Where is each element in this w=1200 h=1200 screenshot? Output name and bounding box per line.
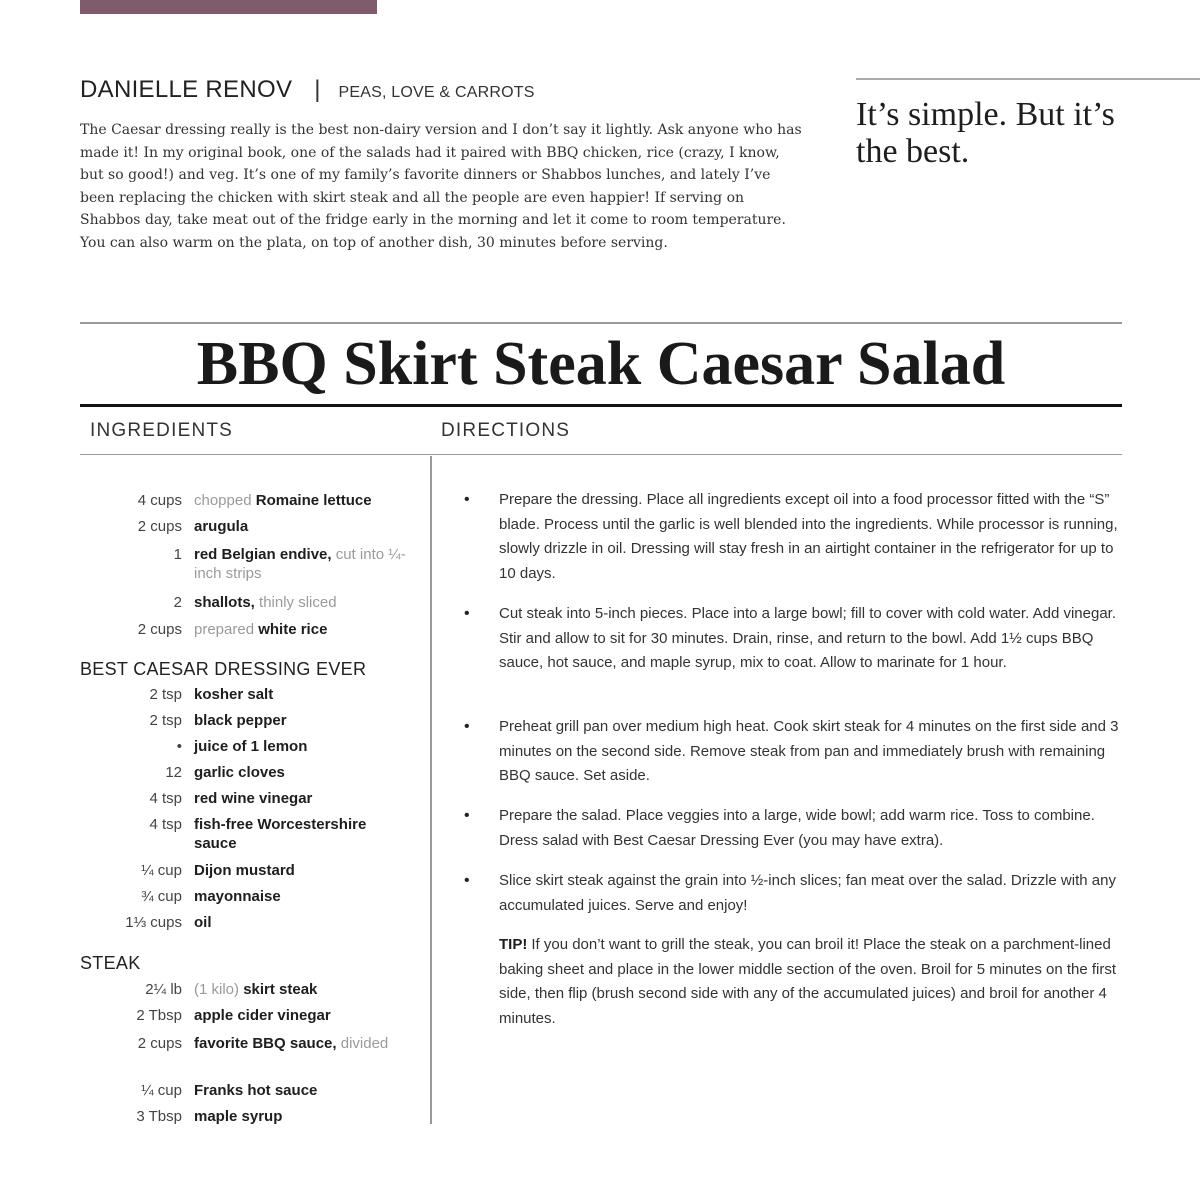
ingredient-name: maple syrup bbox=[194, 1108, 283, 1125]
ingredient-quantity: ¾ cup bbox=[141, 888, 182, 905]
ingredient-text bbox=[194, 980, 410, 999]
top-accent-bar bbox=[80, 0, 377, 14]
ingredient-text bbox=[194, 815, 410, 853]
ingredient-name: Franks hot sauce bbox=[194, 1082, 318, 1099]
ingredient-name: white rice bbox=[258, 621, 328, 638]
ingredient-text bbox=[194, 887, 410, 906]
title-rule-bottom bbox=[80, 404, 1122, 407]
ingredient-name: shallots, bbox=[194, 594, 255, 611]
tip-text: If you don’t want to grill the steak, you can broil it! Place the steak on a parchment-lined baking sheet and place in the lower middle section of the oven. Broil for 5 minutes on the first side, then flip (brush second side with any of the accumulated juices) and broil for another 4 minutes. bbox=[499, 936, 1117, 1027]
bullet-icon: • bbox=[464, 605, 470, 622]
ingredient-text bbox=[194, 711, 410, 730]
dressing-heading: BEST CAESAR DRESSING EVER bbox=[80, 659, 367, 679]
title-rule-top bbox=[80, 322, 1122, 324]
ingredient-quantity: 12 bbox=[165, 764, 182, 781]
ingredient-name: skirt steak bbox=[243, 981, 318, 998]
ingredient-text bbox=[194, 861, 410, 880]
ingredient-quantity: 2 tsp bbox=[149, 686, 182, 703]
ingredient-name: kosher salt bbox=[194, 686, 274, 703]
ingredient-quantity: • bbox=[176, 738, 182, 755]
direction-text: Prepare the salad. Place veggies into a large, wide bowl; add warm rice. Toss to combine. Dress salad with Best Caesar Dressing Ever (you may have extra). bbox=[499, 807, 1095, 849]
ingredient-quantity: ¼ cup bbox=[141, 1082, 182, 1099]
ingredient-prefix: chopped bbox=[194, 492, 256, 509]
ingredient-text bbox=[194, 685, 410, 704]
quote-rule bbox=[856, 78, 1200, 80]
intro-paragraph: The Caesar dressing really is the best non-dairy version and I don’t say it lightly. Ask anyone who has made it! In my original book, one of the salads had it paired with BBQ chicken, rice (crazy, I know, but so good!) and veg. It’s one of my family’s favorite dinners or Shabbos lunches, and lately I’ve been replacing the chicken with skirt steak and all the people are even happier! If serving on Shabbos day, take meat out of the fridge early in the morning and let it come to room temperature. You can also warm on the plata, on top of another dish, 30 minutes before serving. bbox=[80, 122, 802, 251]
ingredient-note: divided bbox=[336, 1035, 389, 1052]
ingredient-text bbox=[194, 1006, 410, 1025]
ingredient-quantity: 4 cups bbox=[137, 492, 182, 509]
ingredient-quantity: 4 tsp bbox=[149, 790, 182, 807]
ingredient-name: garlic cloves bbox=[194, 764, 285, 781]
ingredient-name: fish-free Worcestershire sauce bbox=[194, 816, 367, 852]
ingredient-quantity: 2 cups bbox=[137, 518, 182, 535]
ingredient-quantity: 3 Tbsp bbox=[136, 1108, 182, 1125]
ingredient-name: juice of 1 lemon bbox=[194, 738, 308, 755]
ingredient-name: mayonnaise bbox=[194, 888, 281, 905]
ingredient-text bbox=[194, 1081, 410, 1100]
ingredient-quantity: 2 bbox=[173, 594, 182, 611]
ingredient-quantity: 2¼ lb bbox=[145, 981, 182, 998]
bullet-icon: • bbox=[464, 491, 470, 508]
directions-heading: DIRECTIONS bbox=[441, 420, 571, 441]
byline bbox=[80, 76, 535, 106]
section-heading-rule bbox=[80, 454, 1122, 455]
author-name: DANIELLE RENOV bbox=[80, 76, 293, 103]
ingredient-text bbox=[194, 545, 410, 583]
ingredient-text bbox=[194, 491, 410, 510]
recipe-title: BBQ Skirt Steak Caesar Salad bbox=[196, 330, 1006, 398]
ingredient-prefix: prepared bbox=[194, 621, 259, 638]
ingredient-text bbox=[194, 620, 410, 639]
direction-text: Slice skirt steak against the grain into ½-inch slices; fan meat over the salad. Drizzle with any accumulated juices. Serve and enjoy! bbox=[499, 872, 1116, 914]
ingredient-name: apple cider vinegar bbox=[194, 1007, 331, 1024]
ingredients-heading: INGREDIENTS bbox=[90, 420, 234, 441]
ingredient-text bbox=[194, 913, 410, 932]
byline-separator: | bbox=[314, 76, 321, 103]
ingredient-name: black pepper bbox=[194, 712, 287, 729]
ingredient-name: Romaine lettuce bbox=[255, 492, 372, 509]
direction-text: Cut steak into 5-inch pieces. Place into a large bowl; fill to cover with cold water. Add vinegar. Stir and allow to sit for 30 minutes. Drain, rinse, and return to the bowl. Add 1½ cups BBQ sauce, hot sauce, and maple syrup, mix to coat. Allow to marinate for 1 hour. bbox=[499, 605, 1116, 671]
ingredient-note: thinly sliced bbox=[254, 594, 337, 611]
tip-label: TIP! bbox=[499, 936, 528, 953]
ingredient-text bbox=[194, 593, 410, 612]
ingredient-quantity: 1 bbox=[173, 546, 182, 563]
ingredient-quantity: 2 cups bbox=[137, 621, 182, 638]
ingredient-quantity: 2 Tbsp bbox=[136, 1007, 182, 1024]
bullet-icon: • bbox=[464, 872, 470, 889]
ingredient-name: favorite BBQ sauce, bbox=[194, 1035, 337, 1052]
pull-quote: It’s simple. But it’s the best. bbox=[856, 96, 1115, 170]
ingredient-quantity: 1⅓ cups bbox=[125, 914, 182, 931]
ingredient-quantity: 4 tsp bbox=[149, 816, 182, 833]
ingredient-quantity: 2 cups bbox=[137, 1035, 182, 1052]
ingredient-text bbox=[194, 517, 410, 536]
steak-heading: STEAK bbox=[80, 953, 141, 973]
column-divider bbox=[430, 456, 432, 1124]
ingredient-name: arugula bbox=[194, 518, 249, 535]
ingredient-text bbox=[194, 763, 410, 782]
ingredient-note: cut into ¼-inch strips bbox=[194, 546, 406, 582]
ingredient-text bbox=[194, 737, 410, 756]
bullet-icon: • bbox=[464, 807, 470, 824]
ingredient-text bbox=[194, 1034, 410, 1053]
direction-text: Prepare the dressing. Place all ingredients except oil into a food processor fitted with the “S” blade. Process until the garlic is well blended into the ingredients. While processor is running, slowly drizzle in oil. Dressing will stay fresh in an airtight container in the refrigerator for up to 10 days. bbox=[499, 491, 1118, 582]
ingredient-name: oil bbox=[194, 914, 212, 931]
bullet-icon: • bbox=[464, 718, 470, 735]
ingredient-quantity: ¼ cup bbox=[141, 862, 182, 879]
ingredient-prefix: (1 kilo) bbox=[194, 981, 244, 998]
ingredient-name: red wine vinegar bbox=[194, 790, 313, 807]
ingredient-name: red Belgian endive, bbox=[194, 546, 332, 563]
ingredient-text bbox=[194, 1107, 410, 1126]
tip-box bbox=[499, 933, 1124, 1031]
direction-text: Preheat grill pan over medium high heat. Cook skirt steak for 4 minutes on the first side and 3 minutes on the second side. Remove steak from pan and immediately brush with remaining BBQ sauce. Set aside. bbox=[499, 718, 1119, 784]
ingredient-text bbox=[194, 789, 410, 808]
blog-name: PEAS, LOVE & CARROTS bbox=[338, 84, 535, 101]
ingredient-name: Dijon mustard bbox=[194, 862, 295, 879]
ingredient-quantity: 2 tsp bbox=[149, 712, 182, 729]
